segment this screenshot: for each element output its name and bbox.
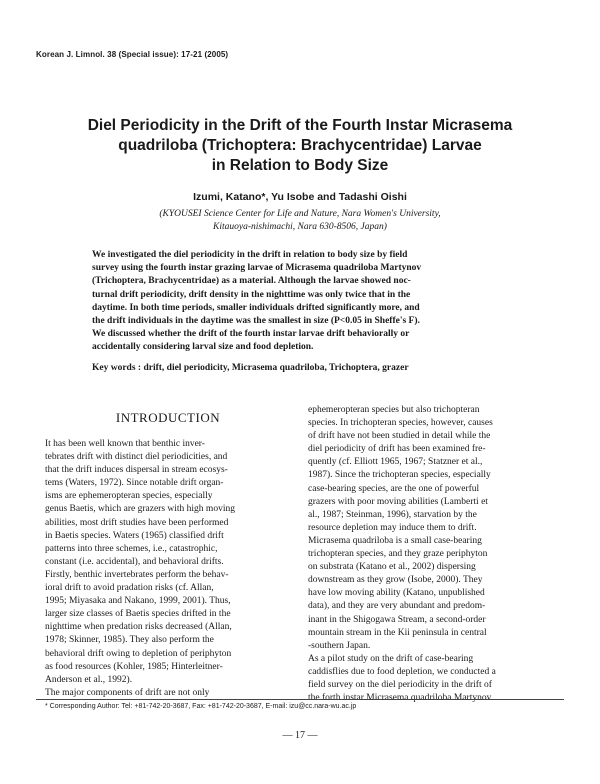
abstract-line: daytime. In both time periods, smaller individuals drifted significantly more, and bbox=[92, 302, 420, 313]
text-line: inant in the Shigogawa Stream, a second-order bbox=[308, 614, 486, 625]
text-line: As a pilot study on the drift of case-bearing bbox=[308, 653, 474, 664]
text-line: diel periodicity of drift has been examined fre- bbox=[308, 444, 486, 455]
text-line: species. In trichopteran species, however, causes bbox=[308, 418, 493, 429]
text-line: grazers with poor moving abilities (Lamberti et bbox=[308, 496, 488, 507]
text-line: have low moving ability (Katano, unpublished bbox=[308, 588, 485, 599]
text-line: ephemeropteran species but also trichopteran bbox=[308, 405, 480, 415]
text-line: abilities, most drift studies have been performed bbox=[45, 517, 229, 528]
text-line: 1987). Since the trichopteran species, especially bbox=[308, 470, 491, 481]
text-line: -southern Japan. bbox=[308, 640, 371, 651]
text-line: trichopteran species, and they graze periphyton bbox=[308, 549, 488, 560]
text-line: constant (i.e. accidental), and behavioral drifts. bbox=[45, 556, 224, 567]
title-line-2: quadriloba (Trichoptera: Brachycentridae) Larvae bbox=[118, 137, 482, 154]
right-column-text bbox=[308, 404, 560, 705]
left-column bbox=[45, 410, 291, 700]
affiliation bbox=[0, 208, 600, 234]
affiliation-line-2: Kitauoya-nishimachi, Nara 630-8506, Japan) bbox=[213, 222, 387, 232]
text-line: in Baetis species. Waters (1965) classified drift bbox=[45, 530, 224, 541]
text-line: Micrasema quadriloba is a small case-bearing bbox=[308, 535, 482, 546]
text-line: on substrata (Katano et al., 2002) dispersing bbox=[308, 562, 476, 573]
text-line: genus Baetis, which are grazers with high moving bbox=[45, 504, 235, 515]
abstract-line: survey using the fourth instar grazing larvae of Micrasema quadriloba Martynov bbox=[92, 263, 422, 274]
abstract-line: We discussed whether the drift of the fourth instar larvae drift behaviorally or bbox=[92, 329, 410, 340]
text-line: 1995; Miyasaka and Nakano, 1999, 2001). Thus, bbox=[45, 596, 231, 607]
text-line: ioral drift to avoid pradation risks (cf. Allan, bbox=[45, 583, 214, 594]
paper-title bbox=[40, 116, 560, 176]
text-line: tebrates drift with distinct diel periodicities, and bbox=[45, 452, 228, 463]
text-line: caddisflies due to food depletion, we conducted a bbox=[308, 666, 496, 677]
text-line: downstream as they grow (Isobe, 2000). They bbox=[308, 575, 483, 586]
text-line: larger size classes of Baetis species drifted in the bbox=[45, 609, 231, 620]
text-line: isms are ephemeropteran species, especially bbox=[45, 491, 213, 502]
section-heading-introduction: INTRODUCTION bbox=[115, 410, 221, 425]
text-line: quently (cf. Elliott 1965, 1967; Statzner et al., bbox=[308, 457, 483, 468]
abstract-line: (Trichoptera, Brachycentridae) as a material. Although the larvae showed noc- bbox=[92, 276, 411, 287]
text-line: Anderson et al., 1992). bbox=[45, 674, 133, 685]
text-line: mountain stream in the Kii peninsula in central bbox=[308, 627, 487, 638]
page-number: — 17 — bbox=[282, 730, 318, 741]
abstract-line: the drift individuals in the daytime was the smallest in size (P<0.05 in Sheffe's F). bbox=[92, 316, 420, 327]
text-line: data), and they are very abundant and predom- bbox=[308, 601, 486, 612]
abstract-line: We investigated the diel periodicity in the drift in relation to body size by field bbox=[92, 250, 408, 260]
text-line: patterns into three schemes, i.e., catastrophic, bbox=[45, 543, 218, 554]
abstract-line: accidentally considering larval size and food depletion. bbox=[92, 342, 314, 353]
journal-citation: Korean J. Limnol. 38 (Special issue): 17-21 (2005) bbox=[36, 50, 229, 59]
affiliation-line-1: (KYOUSEI Science Center for Life and Nature, Nara Women's University, bbox=[159, 209, 441, 219]
text-line: resource depletion may induce them to drift. bbox=[308, 522, 477, 533]
author-list: Izumi, Katano*, Yu Isobe and Tadashi Oishi bbox=[193, 191, 407, 203]
text-line: the forth instar Micrasema quadriloba Martynov bbox=[308, 693, 492, 704]
left-column-text bbox=[45, 438, 291, 700]
title-line-1: Diel Periodicity in the Drift of the Fourth Instar Micrasema bbox=[87, 117, 513, 134]
abstract bbox=[92, 249, 512, 355]
text-line: Firstly, benthic invertebrates perform the behav- bbox=[45, 569, 229, 580]
text-line: that the drift induces dispersal in stream ecosys- bbox=[45, 465, 228, 476]
text-line: case-bearing species, are the one of powerful bbox=[308, 483, 480, 494]
text-line: The major components of drift are not only bbox=[45, 687, 210, 698]
title-line-3: in Relation to Body Size bbox=[211, 157, 389, 174]
text-line: nighttime when predation risks decreased (Allan, bbox=[45, 622, 232, 633]
text-line: as food resources (Kohler, 1985; Hinterleitner- bbox=[45, 661, 223, 672]
text-line: al., 1987; Steinman, 1996), starvation by the bbox=[308, 509, 477, 520]
right-column bbox=[308, 404, 560, 705]
text-line: 1978; Skinner, 1985). They also perform the bbox=[45, 635, 214, 646]
text-line: field survey on the diel periodicity in the drift of bbox=[308, 679, 492, 690]
text-line: of drift have not been studied in detail while the bbox=[308, 431, 491, 442]
text-line: tems (Waters, 1972). Since notable drift organ- bbox=[45, 478, 224, 489]
text-line: It has been well known that benthic inver- bbox=[45, 439, 205, 449]
corresponding-author-footnote: * Corresponding Author: Tel: +81-742-20-3687, Fax: +81-742-20-3687, E-mail: izu@cc.nara-wu.ac.jp bbox=[45, 703, 357, 710]
abstract-line: turnal drift periodicity, drift density in the nighttime was only twice that in the bbox=[92, 289, 411, 300]
footnote-divider bbox=[36, 699, 564, 700]
keywords: Key words : drift, diel periodicity, Micrasema quadriloba, Trichoptera, grazer bbox=[92, 363, 409, 373]
text-line: behavioral drift owing to depletion of periphyton bbox=[45, 648, 232, 659]
